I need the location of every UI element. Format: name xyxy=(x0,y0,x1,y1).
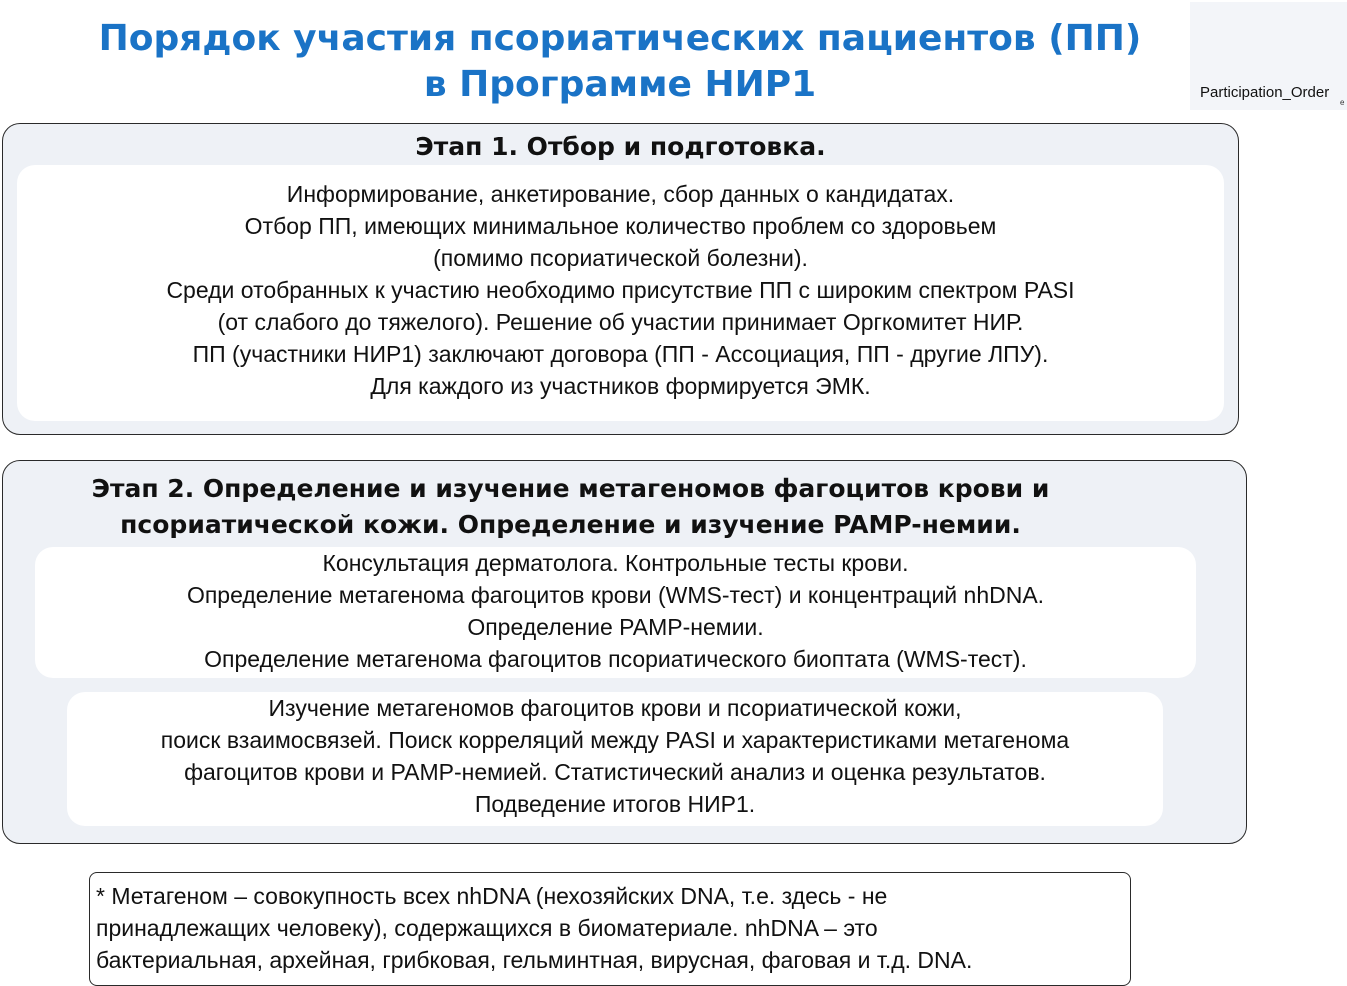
file-tag-name: Participation_Order xyxy=(1200,84,1330,101)
stage-1-line: Информирование, анкетирование, сбор данных о кандидатах. xyxy=(286,181,955,207)
stage-1-line: Для каждого из участников формируется ЭМК. xyxy=(370,373,871,399)
stage-2-heading-line: Этап 2. Определение и изучение метагеномов фагоцитов крови и xyxy=(91,474,1050,503)
footnote-line: * Метагеном – совокупность всех nhDNA (нехозяйских DNA, т.е. здесь - не xyxy=(96,883,888,909)
footnote-line: бактериальная, архейная, грибковая, гельминтная, вирусная, фаговая и т.д. DNA. xyxy=(96,947,973,973)
stage-2-analysis-block xyxy=(67,692,1163,826)
stage-1-description xyxy=(17,165,1224,421)
stage-2-analysis-line: Изучение метагеномов фагоцитов крови и псориатической кожи, xyxy=(268,695,962,721)
metagenome-footnote xyxy=(89,872,1131,986)
stage-1-line: Среди отобранных к участию необходимо присутствие ПП с широким спектром PASI xyxy=(166,277,1075,303)
stage-1-panel xyxy=(2,123,1239,435)
stage-2-tests-block xyxy=(35,547,1196,678)
file-tag-suffix: e xyxy=(1340,98,1345,107)
file-tag xyxy=(1190,2,1347,110)
stage-2-heading xyxy=(3,471,1138,543)
page-title-line-1: Порядок участия псориатических пациентов (ПП) xyxy=(98,18,1142,59)
stage-1-line: ПП (участники НИР1) заключают договора (ПП - Ассоциация, ПП - другие ЛПУ). xyxy=(192,341,1049,367)
stage-2-analysis-line: поиск взаимосвязей. Поиск корреляций между PASI и характеристиками метагенома xyxy=(160,727,1070,753)
page-title xyxy=(30,16,1210,108)
stage-1-line: (помимо псориатической болезни). xyxy=(433,245,808,271)
stage-1-line: (от слабого до тяжелого). Решение об участии принимает Оргкомитет НИР. xyxy=(217,309,1024,335)
stage-2-tests-line: Определение метагенома фагоцитов крови (WMS-тест) и концентраций nhDNA. xyxy=(186,582,1045,608)
stage-2-analysis-line: фагоцитов крови и PAMP-немией. Статистический анализ и оценка результатов. xyxy=(184,759,1046,785)
stage-2-tests-line: Определение PAMP-немии. xyxy=(467,614,764,640)
footnote-line: принадлежащих человеку), содержащихся в биоматериале. nhDNA – это xyxy=(96,915,878,941)
stage-2-heading-line: псориатической кожи. Определение и изучение PAMP-немии. xyxy=(120,510,1021,539)
stage-1-heading: Этап 1. Отбор и подготовка. xyxy=(415,132,826,161)
page-title-line-2: в Программе НИР1 xyxy=(423,64,817,105)
stage-2-tests-line: Консультация дерматолога. Контрольные тесты крови. xyxy=(322,550,909,576)
stage-2-tests-line: Определение метагенома фагоцитов псориатического биоптата (WMS-тест). xyxy=(204,646,1027,672)
stage-2-panel xyxy=(2,460,1247,844)
stage-1-line: Отбор ПП, имеющих минимальное количество проблем со здоровьем xyxy=(244,213,997,239)
stage-2-analysis-line: Подведение итогов НИР1. xyxy=(474,791,756,817)
